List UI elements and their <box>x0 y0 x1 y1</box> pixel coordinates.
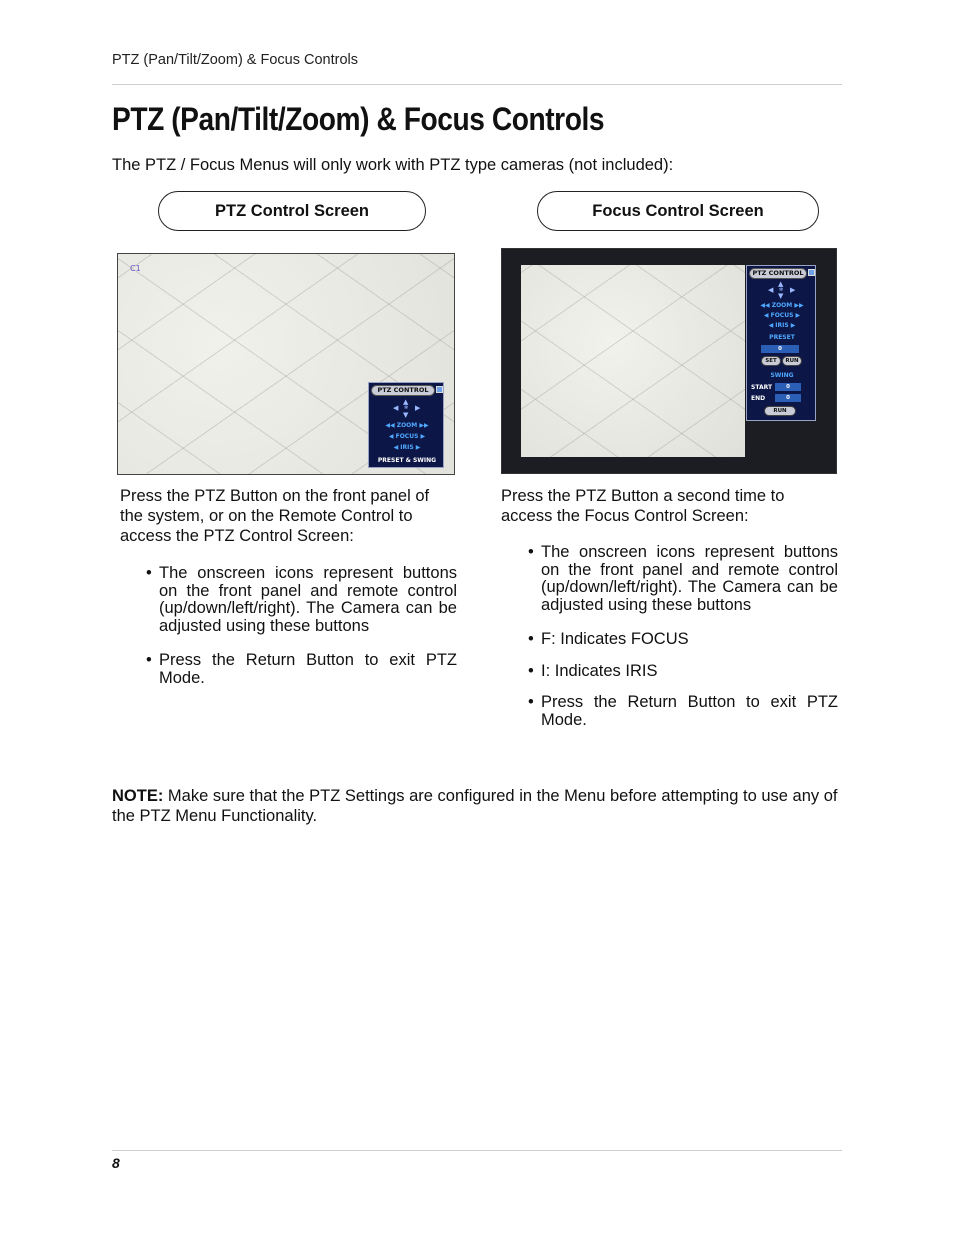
spinner-icon: ✻ <box>779 287 784 293</box>
arrow-down-icon: ▼ <box>403 411 409 419</box>
list-item-text: The onscreen icons represent buttons on the front panel and remote control (up/down/left/right). The Camera can be adjusted using these buttons <box>541 543 838 614</box>
note-text: Make sure that the PTZ Settings are configured in the Menu before attempting to use any of the PTZ Menu Functionality. <box>112 787 838 825</box>
start-label: START <box>751 384 773 391</box>
ptz-control-screenshot <box>117 253 455 475</box>
ptz-osd-title: PTZ CONTROL <box>371 385 435 396</box>
bullet-icon: • <box>146 564 152 582</box>
rewind-icon: ◀◀ <box>760 302 770 309</box>
intro-text: The PTZ / Focus Menus will only work with PTZ type cameras (not included): <box>112 156 674 174</box>
arrow-right-icon: ▶ <box>795 312 801 319</box>
ptz-bullet-list <box>146 564 457 687</box>
focus-osd-title: PTZ CONTROL <box>749 268 807 279</box>
iris-control <box>747 322 817 329</box>
ptz-description: Press the PTZ Button on the front panel of the system, or on the Remote Control to access the PTZ Control Screen: <box>120 487 430 545</box>
note-paragraph <box>112 786 842 826</box>
list-item-text: Press the Return Button to exit PTZ Mode. <box>541 693 838 729</box>
arrow-up-icon: ▲ <box>403 398 409 406</box>
bullet-icon: • <box>528 661 534 680</box>
list-item-text: Press the Return Button to exit PTZ Mode. <box>159 651 457 687</box>
run-button: RUN <box>782 356 802 366</box>
zoom-label: ZOOM <box>771 302 793 309</box>
list-item <box>528 693 838 729</box>
arrow-right-icon: ▶ <box>790 322 796 329</box>
arrow-left-icon: ◀ <box>388 433 394 440</box>
arrow-left-icon: ◀ <box>763 312 769 319</box>
list-item <box>146 651 457 687</box>
start-value-field: 0 <box>775 383 801 391</box>
spinner-icon: ✻ <box>404 405 409 411</box>
ptz-control-screen-label: PTZ Control Screen <box>158 191 426 231</box>
list-item-text: F: Indicates FOCUS <box>541 630 689 648</box>
swing-label: SWING <box>770 372 794 379</box>
swing-run-button: RUN <box>764 406 796 416</box>
focus-control <box>369 433 445 440</box>
focus-osd-panel <box>746 265 816 421</box>
focus-control-screenshot <box>501 248 837 474</box>
arrow-left-icon: ◀ <box>768 286 774 294</box>
focus-label: FOCUS <box>395 433 419 440</box>
end-value-field: 0 <box>775 394 801 402</box>
page-number: 8 <box>112 1155 120 1171</box>
preset-value-field: 0 <box>761 345 799 353</box>
focus-label: FOCUS <box>770 312 794 319</box>
arrow-up-icon: ▲ <box>778 280 784 288</box>
bullet-icon: • <box>528 630 534 648</box>
arrow-right-icon: ▶ <box>415 404 421 412</box>
header-rule <box>112 84 842 85</box>
bullet-icon: • <box>146 651 152 669</box>
running-header: PTZ (Pan/Tilt/Zoom) & Focus Controls <box>112 52 359 68</box>
iris-label: IRIS <box>775 322 789 329</box>
page-title: PTZ (Pan/Tilt/Zoom) & Focus Controls <box>112 101 605 137</box>
osd-close-icon <box>808 269 815 276</box>
zoom-control <box>369 422 445 429</box>
arrow-down-icon: ▼ <box>778 292 784 300</box>
preset-swing-label: PRESET & SWING <box>377 457 437 464</box>
rewind-icon: ◀◀ <box>385 422 395 429</box>
osd-close-icon <box>436 386 443 393</box>
fast-forward-icon: ▶▶ <box>794 302 804 309</box>
end-label: END <box>751 395 766 402</box>
arrow-right-icon: ▶ <box>790 286 796 294</box>
focus-bullet-list <box>528 543 838 729</box>
note-label: NOTE: <box>112 787 164 805</box>
zoom-control <box>747 302 817 309</box>
footer-rule <box>112 1150 842 1151</box>
list-item <box>528 543 838 614</box>
ptz-osd-panel <box>368 382 444 468</box>
arrow-right-icon: ▶ <box>420 433 426 440</box>
bullet-icon: • <box>528 693 534 711</box>
arrow-left-icon: ◀ <box>393 444 399 451</box>
list-item <box>146 564 457 635</box>
list-item-text: The onscreen icons represent buttons on the front panel and remote control (up/down/left/right). The Camera can be adjusted using these buttons <box>159 564 457 635</box>
zoom-label: ZOOM <box>396 422 418 429</box>
camera-view <box>521 265 745 457</box>
focus-control-screen-label: Focus Control Screen <box>537 191 819 231</box>
arrow-left-icon: ◀ <box>768 322 774 329</box>
set-button: SET <box>761 356 781 366</box>
preset-label: PRESET <box>769 334 795 341</box>
bullet-icon: • <box>528 543 534 561</box>
list-item <box>528 630 838 649</box>
list-item <box>528 661 838 681</box>
iris-label: IRIS <box>400 444 414 451</box>
focus-description: Press the PTZ Button a second time to access the Focus Control Screen: <box>501 487 785 525</box>
arrow-right-icon: ▶ <box>415 444 421 451</box>
list-item-text: I: Indicates IRIS <box>541 661 658 680</box>
iris-control <box>369 444 445 451</box>
camera-label: C1 <box>130 264 141 273</box>
focus-control <box>747 312 817 319</box>
fast-forward-icon: ▶▶ <box>419 422 429 429</box>
arrow-left-icon: ◀ <box>393 404 399 412</box>
